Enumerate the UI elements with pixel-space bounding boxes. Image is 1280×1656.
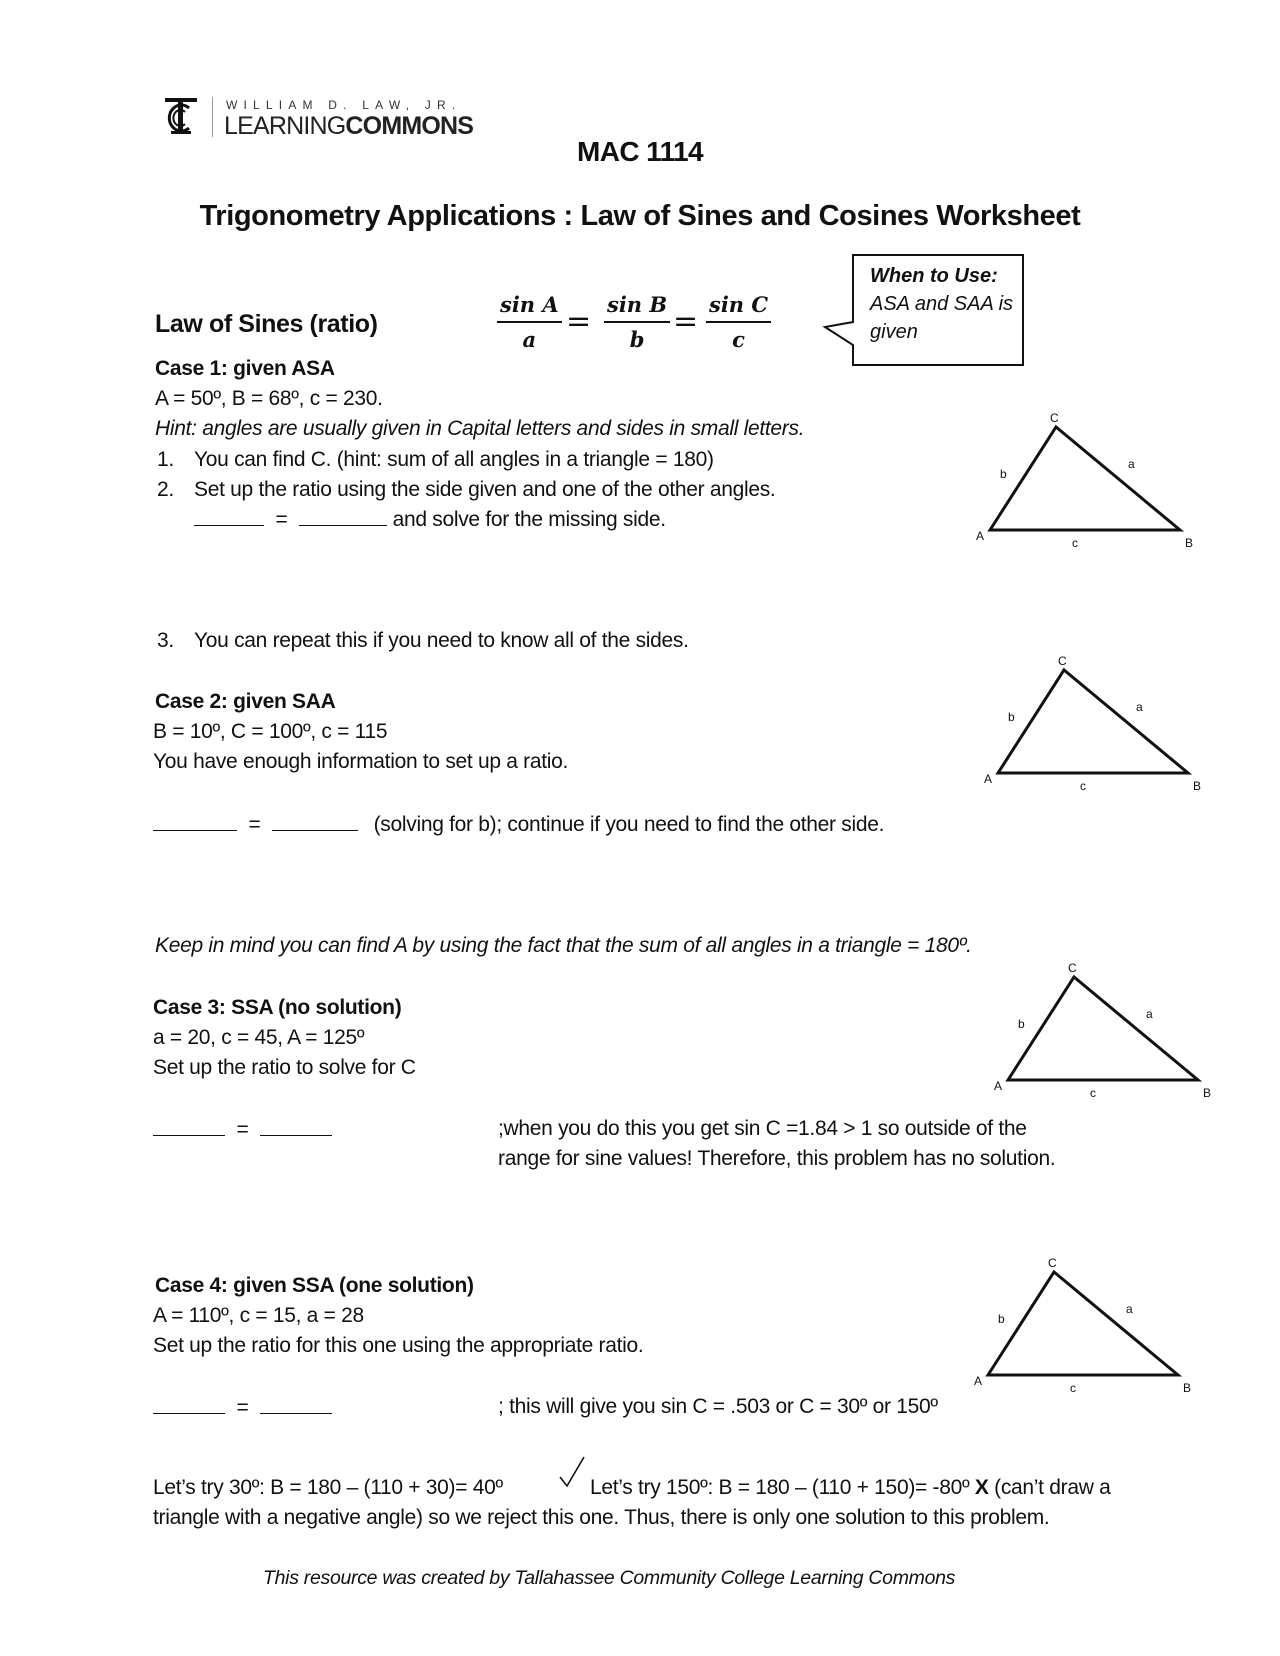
answer-blank[interactable] [272,810,358,831]
footer-credit: This resource was created by Tallahassee Community College Learning Commons [263,1567,956,1589]
side-label-b: b [998,1312,1005,1326]
case1-ratio-line: = and solve for the missing side. [194,505,666,534]
case3-heading: Case 3: SSA (no solution) [153,996,402,1019]
fraction-a: $\frac{\text{sin A}}{a}$ [497,292,562,352]
logo-divider [212,97,213,137]
case4-conclusion: triangle with a negative angle) so we reject this one. Thus, there is only one solution to this problem. [153,1506,1050,1529]
side-label-b: b [1018,1017,1025,1031]
case3-given: a = 20, c = 45, A = 125º [153,1026,365,1049]
x-mark-icon: X [974,1476,989,1499]
side-label-c: c [1070,1381,1076,1395]
side-label-b: b [1008,710,1015,724]
case3-line: Set up the ratio to solve for C [153,1056,416,1079]
case3-ratio-line: = [153,1115,332,1144]
vertex-label-b: B [1183,1381,1192,1395]
vertex-label-b: B [1203,1086,1212,1100]
answer-blank[interactable] [299,505,387,526]
step-text: You can find C. (hint: sum of all angles in a triangle = 180) [194,448,714,471]
case2-given: B = 10º, C = 100º, c = 115 [153,720,388,743]
vertex-label-a: A [976,529,985,543]
case2-note: Keep in mind you can find A by using the fact that the sum of all angles in a triangle = 180º. [155,934,972,957]
law-of-sines-heading: Law of Sines (ratio) [155,310,378,338]
vertex-label-a: A [984,772,993,786]
case1-hint: Hint: angles are usually given in Capital letters and sides in small letters. [155,417,805,440]
vertex-label-c: C [1068,961,1077,975]
answer-blank[interactable] [260,1393,332,1414]
triangle-outline [988,1272,1178,1375]
vertex-label-a: A [994,1079,1003,1093]
case4-heading: Case 4: given SSA (one solution) [155,1274,474,1297]
step-number: 2. [157,478,174,501]
step-number: 1. [157,448,174,471]
callout-line: given [870,321,918,343]
triangle-diagram [976,411,1193,550]
triangle-diagram [994,961,1211,1100]
equals-sign: = [566,304,592,339]
step-text: Set up the ratio using the side given and one of the other angles. [194,478,776,501]
page-title: Trigonometry Applications : Law of Sines and Cosines Worksheet [199,200,1081,232]
case2-line: You have enough information to set up a ratio. [153,750,569,773]
logo-subtitle: WILLIAM D. LAW, JR. [226,98,462,112]
side-label-a: a [1146,1007,1153,1021]
tcc-logo-icon [163,96,199,136]
answer-blank[interactable] [194,505,264,526]
step-text: You can repeat this if you need to know all of the sides. [194,629,689,652]
vertex-label-b: B [1193,779,1202,793]
side-label-c: c [1072,536,1078,550]
answer-blank[interactable] [153,1393,225,1414]
equals-sign: = [673,304,699,339]
step-number: 3. [157,629,174,652]
answer-blank[interactable] [260,1115,332,1136]
vertex-label-b: B [1185,536,1194,550]
side-label-c: c [1090,1086,1096,1100]
case3-result: range for sine values! Therefore, this problem has no solution. [498,1147,1056,1170]
triangle-outline [998,670,1188,773]
side-label-a: a [1126,1302,1133,1316]
case4-try-30: Let’s try 30º: B = 180 – (110 + 30)= 40º [153,1476,503,1499]
case4-ratio-line: = [153,1393,332,1422]
vertex-label-c: C [1048,1256,1057,1270]
case2-ratio-line: = (solving for b); continue if you need to find the other side. [153,810,884,839]
checkmark-icon [557,1455,587,1489]
callout-title: When to Use: [870,265,998,287]
side-label-a: a [1128,457,1135,471]
case3-result: ;when you do this you get sin C =1.84 > 1 so outside of the [498,1117,1027,1140]
case2-heading: Case 2: given SAA [155,690,336,713]
vertex-label-c: C [1058,654,1067,668]
fraction-b: $\frac{\text{sin B}}{b}$ [604,292,670,352]
triangle-diagram [984,654,1201,793]
course-code: MAC 1114 [577,136,703,167]
vertex-label-a: A [974,1374,983,1388]
callout-line: ASA and SAA is [870,293,1014,315]
case4-line: Set up the ratio for this one using the appropriate ratio. [153,1334,644,1357]
logo-title: LEARNINGCOMMONS [224,112,474,140]
fraction-c: $\frac{\text{sin C}}{c}$ [706,292,771,352]
triangle-outline [990,427,1180,530]
triangle-diagram [974,1256,1191,1395]
side-label-b: b [1000,467,1007,481]
case4-try-150: Let’s try 150º: B = 180 – (110 + 150)= -80º X (can’t draw a [590,1476,1111,1499]
case1-heading: Case 1: given ASA [155,357,335,380]
case4-given: A = 110º, c = 15, a = 28 [153,1304,364,1327]
answer-blank[interactable] [153,1115,225,1136]
case4-result: ; this will give you sin C = .503 or C = 30º or 150º [498,1395,938,1418]
triangle-outline [1008,977,1198,1080]
answer-blank[interactable] [153,810,237,831]
vertex-label-c: C [1050,411,1059,425]
case1-given: A = 50º, B = 68º, c = 230. [155,387,383,410]
side-label-a: a [1136,700,1143,714]
side-label-c: c [1080,779,1086,793]
